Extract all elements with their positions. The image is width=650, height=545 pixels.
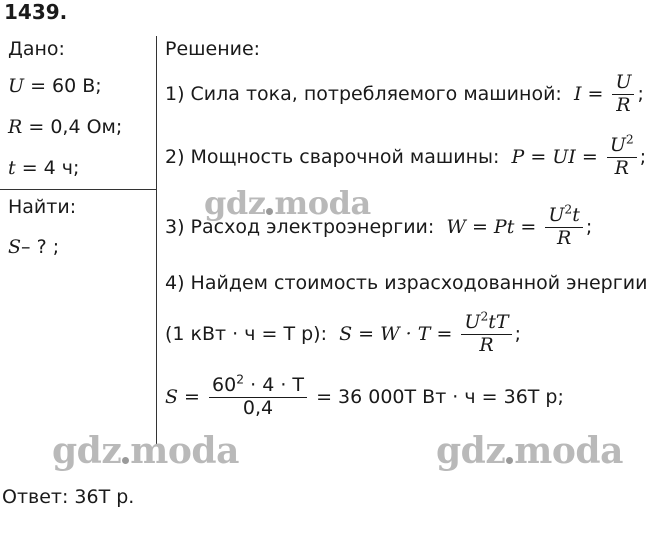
watermark-logo: gdz moda — [436, 430, 623, 472]
divider-horizontal — [0, 189, 156, 190]
divider-vertical — [156, 36, 157, 446]
watermark-dot — [506, 457, 513, 464]
solution-step-6: S = $\frac{60^2 \cdot 4 \cdot T}{0,4}$ = 36 000T Вт · ч = 36T р; — [165, 372, 564, 419]
given-header: Дано: — [8, 38, 65, 60]
problem-number: 1439. — [4, 0, 68, 24]
watermark-logo: gdz moda — [52, 430, 239, 472]
solution-step-2: 2) Мощность сварочной машины: P = UI = $\frac{U^2}{R}$ ; — [165, 132, 647, 179]
solution-header: Решение: — [165, 38, 261, 60]
given-voltage: U = 60 В; — [8, 75, 102, 97]
fraction: $\frac{U}{R}$ — [612, 72, 634, 117]
fraction: $\frac{60^2 \cdot 4 \cdot T}{0,4}$ — [209, 375, 307, 420]
fraction: $\frac{U^2t}{R}$ — [545, 205, 583, 250]
watermark-dot — [266, 208, 273, 215]
watermark-dot — [122, 457, 129, 464]
fraction: $\frac{U^2}{R}$ — [607, 135, 637, 180]
watermark-logo: gdz moda — [204, 184, 371, 222]
solution-step-5: (1 кВт · ч = T р): S = W · T = $\frac{U^2tT}{R}$ ; — [165, 309, 522, 356]
given-resistance: R = 0,4 Ом; — [8, 116, 123, 138]
fraction: $\frac{U^2tT}{R}$ — [461, 312, 511, 357]
find-header: Найти: — [8, 196, 77, 218]
solution-step-3: 3) Расход электроэнергии: W = Pt = $\frac{U^2t}{R}$ ; — [165, 202, 593, 249]
solution-step-1: 1) Сила тока, потребляемого машиной: I = $\frac{U}{R}$ ; — [165, 71, 644, 116]
find-item: S– ? ; — [8, 236, 60, 258]
solution-step-4: 4) Найдем стоимость израсходованной энергии — [165, 272, 648, 294]
answer: Ответ: 36T р. — [2, 486, 135, 508]
given-time: t = 4 ч; — [8, 157, 80, 179]
